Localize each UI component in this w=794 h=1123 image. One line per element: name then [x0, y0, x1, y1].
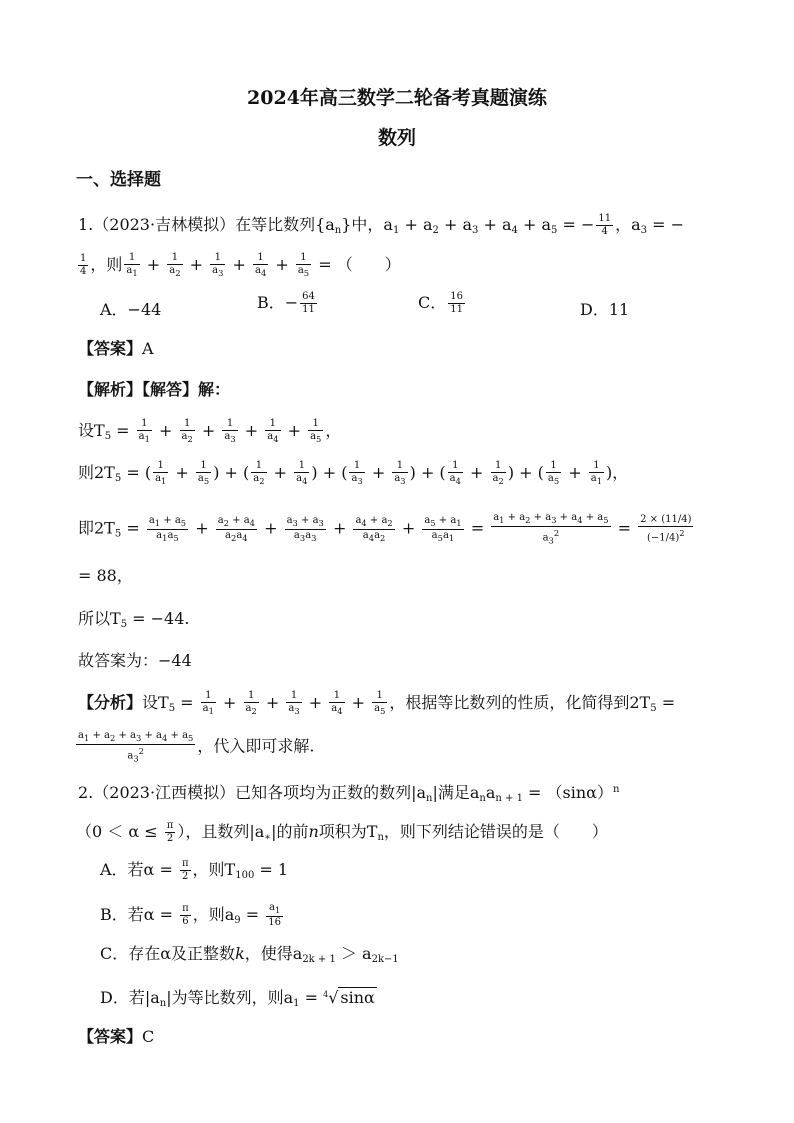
q2-option-a: A．若α = $\frac{\pi}{2}$ ，则$T_{100} = 1$	[100, 858, 289, 882]
section-heading: 一、选择题	[76, 170, 161, 190]
q1-option-b: B．− $\frac{64}{11}$	[257, 291, 315, 315]
q1-answer: 【答案】A	[78, 339, 154, 358]
q2-answer: 【答案】C	[78, 1027, 155, 1046]
q1-so-T5: 所以$T_5 = -44$.	[78, 609, 190, 630]
q2-stem-line2: （0 ＜ α ≤ $\frac{\pi}{2}$ ），且数列$|a_∗|$的前n项积为$T_n$，则下列结论错误的是（ ）	[76, 820, 608, 844]
q1-final: 故答案为：−44	[78, 651, 192, 670]
q1-option-a: A．−44	[100, 300, 162, 319]
q2-option-d: D．若$|a_n|$为等比数列，则$a_1 = ^4√$ sinα	[100, 988, 375, 1009]
q2-stem-line1: 2.（2023·江西模拟）已知各项均为正数的数列$|a_n|$满足$a_na_{n + 1} = (\sin\alpha)^n$	[78, 783, 620, 804]
page-subtitle: 数列	[377, 127, 416, 149]
q1-analysis-label: 【解析】【解答】解：	[78, 380, 231, 399]
q1-fenxi-line1: 【分析】设$T_5$ = $\frac{1}{a_1}$ + $\frac{1}{a_2}$ + $\frac{1}{a_3}$ + $\frac{1}{a_4}$ + $\frac{1}{a_5}$ ，根据等比数列的性质，化简得到$2T_5$ =	[78, 690, 676, 716]
q1-stem-line2: $\frac{1}{4}$ ，则 $\frac{1}{a_1}$ + $\frac{1}{a_2}$ + $\frac{1}{a_3}$ + $\frac{1}{a_4}$ + $\frac{1}{a_5}$ = （ ）	[80, 252, 401, 278]
q2-option-c: C．存在α及正整数k，使得$a_{2k + 1} > a_{2k-1}$	[100, 944, 399, 965]
q1-fenxi-line2: $\frac{a_1 + a_2 + a_3 + a_4 + a_5}{a_3^2}$ ，代入即可求解.	[78, 730, 315, 764]
q1-step-set: 设$T_5$ = $\frac{1}{a_1}$ + $\frac{1}{a_2}$ + $\frac{1}{a_3}$ + $\frac{1}{a_4}$ + $\frac{1}{a_5}$ ，	[78, 418, 342, 444]
q1-step-then: 则$2T_5$ = ( $\frac{1}{a_1}$ + $\frac{1}{a_5}$ ) + ( $\frac{1}{a_2}$ + $\frac{1}{a_4}$ ) + ( $\frac{1}{a_3}$ + $\frac{1}{a_3}$ ) + ( $\frac{1}{a_4}$ + $\frac{1}{a_2}$ ) + ( $\frac{1}{a_5}$ + $\frac{1}{a_1}$ )，	[78, 460, 629, 486]
q1-option-c: C． $\frac{16}{11}$	[418, 291, 463, 315]
page-title: 2024年高三数学二轮备考真题演练	[247, 87, 547, 109]
q1-option-d: D．11	[580, 300, 630, 319]
q1-step-ie: 即$2T_5$ = $\frac{a_1 + a_5}{a_1a_5}$ + $\frac{a_2 + a_4}{a_2a_4}$ + $\frac{a_3 + a_3}{a_3a_3}$ + $\frac{a_4 + a_2}{a_4a_2}$ + $\frac{a_5 + a_1}{a_5a_1}$ = $\frac{a_1 + a_2 + a_3 + a_4 + a_5}{a_3^2}$ = $\frac{2 \times (11/4)}{(-1/4)^2}$	[78, 512, 692, 546]
q2-option-b: B．若α = $\frac{\pi}{6}$ ，则$a_9$ = $\frac{a_1}{16}$	[100, 902, 281, 928]
q1-stem-line1: 1.（2023·吉林模拟）在等比数列$\{a_n\}$中，$a_1 + a_2 + a_3 + a_4 + a_5$ = − $\frac{11}{4}$ ，$a_3$ = −	[78, 213, 685, 237]
q1-result-88: = 88，	[78, 566, 133, 585]
